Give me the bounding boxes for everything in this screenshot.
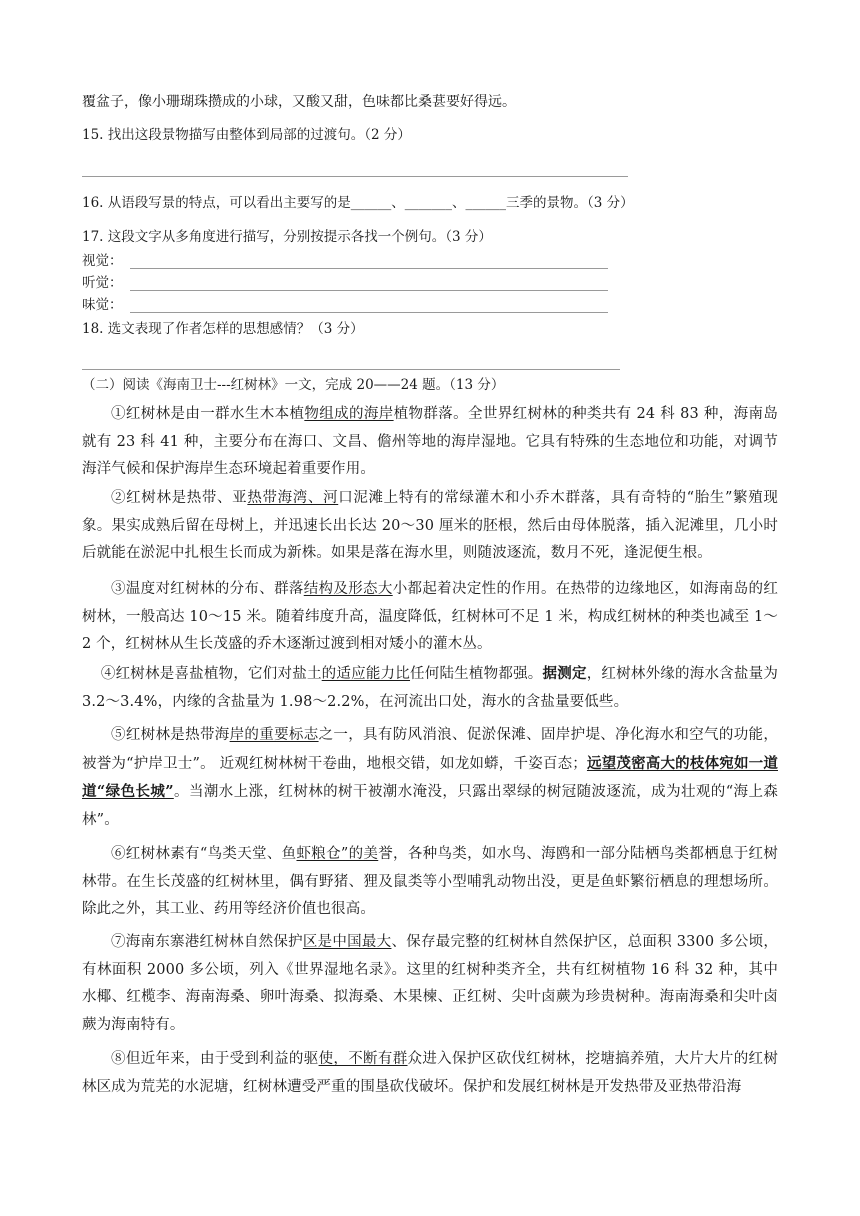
underlined-phrase: 结构及形态大 (303, 581, 393, 597)
underlined-phrase: 使，不断有群 (318, 1051, 408, 1067)
bold-phrase: 据测定 (542, 665, 587, 682)
underlined-phrase: 虾粮仓”的美 (296, 846, 379, 862)
answer-line-18 (82, 369, 620, 370)
question-16: 16. 从语段写景的特点，可以看出主要写的是______、_______、______三季的景物。（3 分） (82, 195, 634, 211)
label-taste: 味觉： (82, 297, 123, 313)
paragraph-5: ⑤红树林是热带海岸的重要标志之一，具有防风消浪、促淤保滩、固岸护堤、净化海水和空气的功能，被誉为“护岸卫士”。 近观红树林树干卷曲，地根交错，如龙如蟒，千姿百态；远望茂密高大的枝体宛如一道道“绿色长城”。当潮水上涨，红树林的树干被潮水淹没，只露出翠绿的树冠随波逐流，成为壮观的“海上森林”。 (82, 727, 779, 828)
underlined-phrase: 区是中国最大 (302, 934, 392, 950)
underlined-phrase: 热带海湾、河 (247, 490, 339, 506)
answer-row-auditory (82, 274, 123, 292)
paragraph-7: ⑦海南东寨港红树林自然保护区是中国最大、保存最完整的红树林自然保护区，总面积 3300 多公顷，有林面积 2000 多公顷，列入《世界湿地名录》。这里的红树种类齐全，共有红树植物 16 科 32 种，其中水椰、红榄李、海南海桑、卵叶海桑、拟海桑、木果楝、正红树、尖叶卤蕨为珍贵树种。海南海桑和尖叶卤蕨为海南特有。 (82, 934, 779, 1033)
answer-line-taste (130, 312, 608, 313)
paragraph-4: ④红树林是喜盐植物，它们对盐土的适应能力比任何陆生植物都强。据测定，红树林外缘的海水含盐量为 3.2～3.4%，内缘的含盐量为 1.98～2.2%，在河流出口处，海水的含盐量要低些。 (82, 665, 778, 710)
question-18: 18. 选文表现了作者怎样的思想感情？（3 分） (82, 321, 364, 337)
answer-row-visual (82, 252, 123, 270)
bold-underlined-sentence: 远望茂密高大的枝体宛如一道道“绿色长城” (82, 754, 778, 800)
label-auditory: 听觉： (82, 275, 123, 291)
underlined-phrase: 物组成的海岸 (304, 406, 394, 422)
continued-text-line: 覆盆子，像小珊瑚珠攒成的小球，又酸又甜，色味都比桑葚要好得远。 (82, 94, 516, 110)
answer-line-15 (82, 176, 628, 177)
underlined-phrase: 岸的重要标志 (229, 727, 319, 743)
paragraph-1: ①红树林是由一群水生木本植物组成的海岸植物群落。全世界红树林的种类共有 24 科 83 种，海南岛就有 23 科 41 种，主要分布在海口、文昌、儋州等地的海岸湿地。它具有特殊的生态地位和功能，对调节海洋气候和保护海岸生态环境起着重要作用。 (82, 406, 778, 477)
underlined-phrase: 的适应能力比 (321, 666, 411, 682)
paragraph-8: ⑧但近年来，由于受到利益的驱使，不断有群众进入保护区砍伐红树林，挖塘搞养殖，大片大片的红树林区成为荒芜的水泥塘，红树林遭受严重的围垦砍伐破坏。保护和发展红树林是开发热带及亚热带沿海 (82, 1051, 778, 1095)
answer-line-visual (130, 268, 608, 269)
answer-row-taste (82, 296, 123, 314)
question-17: 17. 这段文字从多角度进行描写，分别按提示各找一个例句。（3 分） (82, 229, 492, 245)
paragraph-6: ⑥红树林素有“鸟类天堂、鱼虾粮仓”的美誉，各种鸟类，如水鸟、海鸥和一部分陆栖鸟类都栖息于红树林带。在生长茂盛的红树林里，偶有野猪、狸及鼠类等小型哺乳动物出没，更是鱼虾繁衍栖息的理想场所。除此之外，其工业、药用等经济价值也很高。 (82, 846, 778, 917)
label-visual: 视觉： (82, 253, 123, 269)
paragraph-3: ③温度对红树林的分布、群落结构及形态大小都起着决定性的作用。在热带的边缘地区，如海南岛的红树林，一般高达 10～15 米。随着纬度升高，温度降低，红树林可不足 1 米，构成红树林的种类也减至 1～2 个，红树林从生长茂盛的乔木逐渐过渡到相对矮小的灌木丛。 (82, 581, 778, 652)
answer-line-auditory (130, 290, 608, 291)
section-title: （二）阅读《海南卫士---红树林》一文，完成 20——24 题。（13 分） (82, 377, 505, 393)
question-15: 15. 找出这段景物描写由整体到局部的过渡句。（2 分） (82, 127, 411, 143)
paragraph-2: ②红树林是热带、亚热带海湾、河口泥滩上特有的常绿灌木和小乔木群落，具有奇特的“胎生”繁殖现象。果实成熟后留在母树上，并迅速长出长达 20～30 厘米的胚根，然后由母体脱落，插入泥滩里，几小时后就能在淤泥中扎根生长而成为新株。如果是落在海水里，则随波逐流，数月不死，逢泥便生根。 (82, 490, 778, 561)
